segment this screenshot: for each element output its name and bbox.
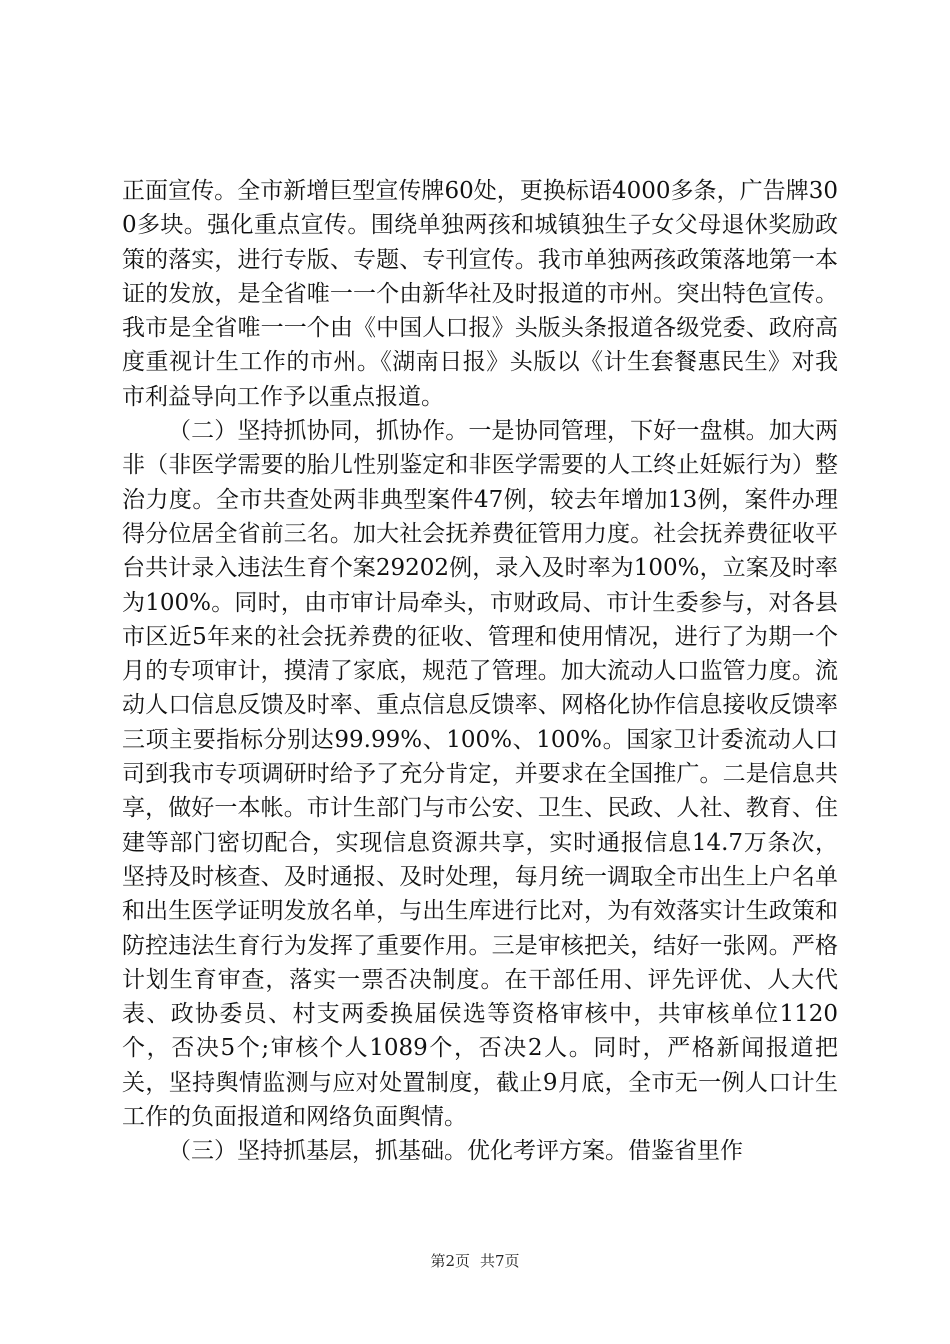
page-number-current: 第2页: [430, 1252, 470, 1270]
paragraph-1: 正面宣传。全市新增巨型宣传牌60处，更换标语4000多条，广告牌300多块。强化重点宣传。围绕单独两孩和城镇独生子女父母退休奖励政策的落实，进行专版、专题、专刊宣传。我市单独两孩政策落地第一本证的发放，是全省唯一一个由新华社及时报道的市州。突出特色宣传。我市是全省唯一一个由《中国人口报》头版头条报道各级党委、政府高度重视计生工作的市州。《湖南日报》头版以《计生套餐惠民生》对我市利益导向工作予以重点报道。: [122, 178, 838, 410]
page-number-total: 共7页: [480, 1252, 520, 1270]
document-body: [122, 174, 838, 1169]
page-footer: [0, 1251, 950, 1271]
paragraph-2: （二）坚持抓协同，抓协作。一是协同管理，下好一盘棋。加大两非（非医学需要的胎儿性别鉴定和非医学需要的人工终止妊娠行为）整治力度。全市共查处两非典型案件47例，较去年增加13例，案件办理得分位居全省前三名。加大社会抚养费征管用力度。社会抚养费征收平台共计录入违法生育个案29202例，录入及时率为100%，立案及时率为100%。同时，由市审计局牵头，市财政局、市计生委参与，对各县市区近5年来的社会抚养费的征收、管理和使用情况，进行了为期一个月的专项审计，摸清了家底，规范了管理。加大流动人口监管力度。流动人口信息反馈及时率、重点信息反馈率、网格化协作信息接收反馈率三项主要指标分别达99.99%、100%、100%。国家卫计委流动人口司到我市专项调研时给予了充分肯定，并要求在全国推广。二是信息共享，做好一本帐。市计生部门与市公安、卫生、民政、人社、教育、住建等部门密切配合，实现信息资源共享，实时通报信息14.7万条次，坚持及时核查、及时通报、及时处理，每月统一调取全市出生上户名单和出生医学证明发放名单，与出生库进行比对，为有效落实计生政策和防控违法生育行为发挥了重要作用。三是审核把关，结好一张网。严格计划生育审查，落实一票否决制度。在干部任用、评先评优、人大代表、政协委员、村支两委换届侯选等资格审核中，共审核单位1120个，否决5个;审核个人1089个，否决2人。同时，严格新闻报道把关，坚持舆情监测与应对处置制度，截止9月底，全市无一例人口计生工作的负面报道和网络负面舆情。: [122, 418, 838, 1131]
paragraph-3: （三）坚持抓基层，抓基础。优化考评方案。借鉴省里作: [168, 1138, 743, 1165]
